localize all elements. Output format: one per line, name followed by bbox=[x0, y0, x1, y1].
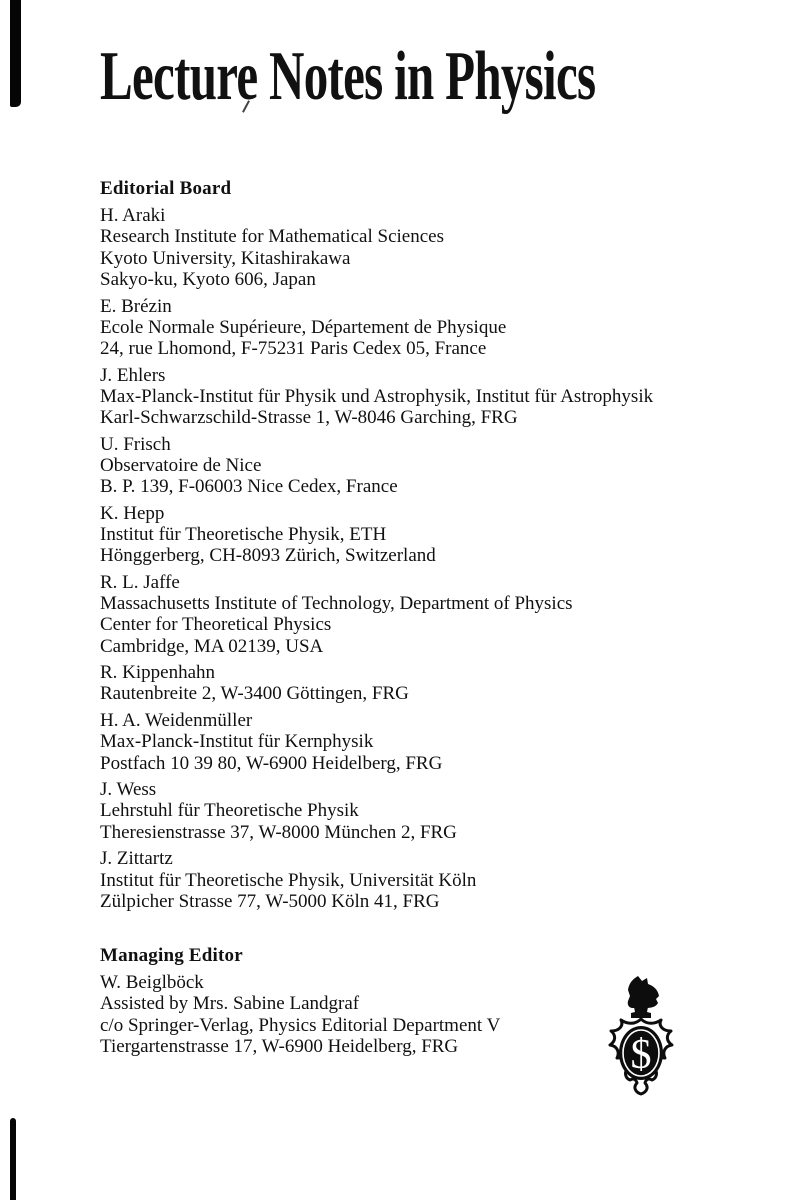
editor-entry bbox=[100, 662, 730, 704]
editor-entry bbox=[100, 710, 730, 774]
editorial-board-heading: Editorial Board bbox=[100, 178, 232, 199]
editor-affiliation-line: Center for Theoretical Physics bbox=[100, 614, 332, 636]
editor-name: J. Ehlers bbox=[100, 364, 166, 386]
editor-affiliation-line: Observatoire de Nice bbox=[100, 454, 262, 476]
editor-entry bbox=[100, 779, 730, 843]
editor-affiliation-line: Max-Planck-Institut für Physik und Astrophysik, Institut für Astrophysik bbox=[100, 385, 654, 407]
editor-affiliation-line: Max-Planck-Institut für Kernphysik bbox=[100, 731, 374, 753]
editor-affiliation-line: B. P. 139, F-06003 Nice Cedex, France bbox=[100, 476, 398, 498]
editor-entry bbox=[100, 296, 730, 360]
editor-name: E. Brézin bbox=[100, 295, 172, 317]
page-title-text: Lecture Notes in Physics bbox=[100, 38, 596, 115]
editor-entry bbox=[100, 434, 730, 498]
editor-affiliation-line: 24, rue Lhomond, F-75231 Paris Cedex 05, France bbox=[100, 337, 487, 359]
editor-affiliation-line: Research Institute for Mathematical Sciences bbox=[100, 226, 444, 248]
editor-affiliation-line: Karl-Schwarzschild-Strasse 1, W-8046 Garching, FRG bbox=[100, 407, 518, 429]
editor-affiliation-line: Cambridge, MA 02139, USA bbox=[100, 635, 324, 657]
editor-name: R. L. Jaffe bbox=[100, 571, 180, 593]
editor-entry bbox=[100, 848, 730, 912]
page-content bbox=[100, 0, 730, 1063]
editor-entry bbox=[100, 572, 730, 657]
editor-name: R. Kippenhahn bbox=[100, 662, 216, 684]
editor-affiliation-line: Kyoto University, Kitashirakawa bbox=[100, 247, 351, 269]
editor-entry bbox=[100, 503, 730, 567]
editor-name: K. Hepp bbox=[100, 502, 165, 524]
editor-affiliation-line: c/o Springer-Verlag, Physics Editorial Department V bbox=[100, 1014, 501, 1036]
editorial-board-list bbox=[100, 205, 730, 912]
editor-name: J. Zittartz bbox=[100, 848, 173, 870]
editor-name: H. A. Weidenmüller bbox=[100, 710, 253, 732]
springer-logo bbox=[603, 975, 679, 1099]
editor-entry bbox=[100, 205, 730, 290]
editor-affiliation-line: Rautenbreite 2, W-3400 Göttingen, FRG bbox=[100, 683, 409, 705]
editor-name: J. Wess bbox=[100, 779, 157, 801]
editor-affiliation-line: Hönggerberg, CH-8093 Zürich, Switzerland bbox=[100, 545, 436, 567]
editor-name: H. Araki bbox=[100, 205, 166, 227]
editor-affiliation-line: Institut für Theoretische Physik, Universität Köln bbox=[100, 869, 477, 891]
page-title bbox=[100, 38, 730, 115]
editor-affiliation-line: Massachusetts Institute of Technology, Department of Physics bbox=[100, 593, 573, 615]
editor-affiliation-line: Zülpicher Strasse 77, W-5000 Köln 41, FRG bbox=[100, 890, 440, 912]
editor-affiliation-line: Tiergartenstrasse 17, W-6900 Heidelberg, FRG bbox=[100, 1035, 459, 1057]
scan-artifact-top-left bbox=[10, 0, 21, 107]
editor-affiliation-line: Assisted by Mrs. Sabine Landgraf bbox=[100, 993, 360, 1015]
springer-monogram: $ bbox=[630, 1032, 652, 1078]
editor-entry bbox=[100, 365, 730, 429]
editor-name: U. Frisch bbox=[100, 433, 171, 455]
editor-affiliation-line: Institut für Theoretische Physik, ETH bbox=[100, 524, 387, 546]
editor-name: W. Beiglböck bbox=[100, 972, 204, 994]
scan-artifact-bottom-left bbox=[10, 1118, 16, 1200]
managing-editor-heading: Managing Editor bbox=[100, 945, 243, 966]
editor-affiliation-line: Theresienstrasse 37, W-8000 München 2, FRG bbox=[100, 821, 457, 843]
editor-affiliation-line: Sakyo-ku, Kyoto 606, Japan bbox=[100, 268, 316, 290]
editor-affiliation-line: Postfach 10 39 80, W-6900 Heidelberg, FRG bbox=[100, 752, 443, 774]
springer-logo-icon bbox=[603, 975, 679, 1099]
editor-affiliation-line: Ecole Normale Supérieure, Département de Physique bbox=[100, 316, 507, 338]
editor-affiliation-line: Lehrstuhl für Theoretische Physik bbox=[100, 800, 359, 822]
